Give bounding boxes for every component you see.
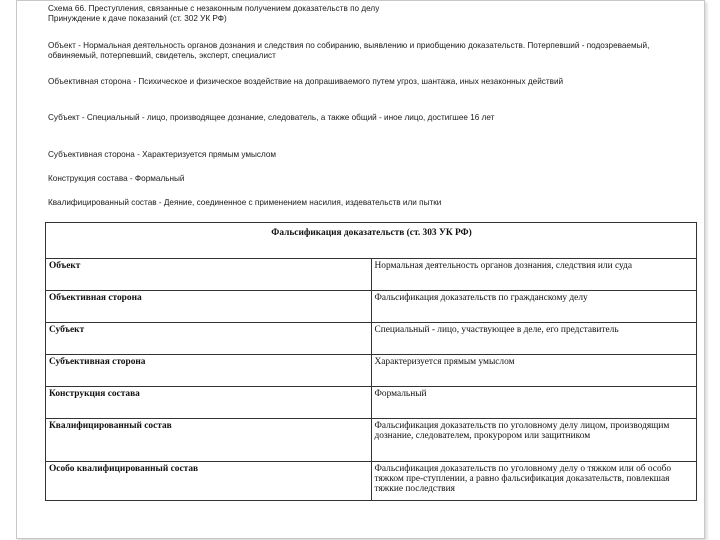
table-row [46,387,697,419]
row-label: Субъект [46,323,372,355]
paragraph-objective-side: Объективная сторона - Психическое и физическое воздействие на допрашиваемого путем угроз, шантажа, иных незаконных действий [48,77,564,86]
row-value: Специальный - лицо, участвующее в деле, его представитель [371,323,697,355]
table-row [46,291,697,323]
paragraph-composition: Конструкция состава - Формальный [48,174,185,183]
paragraph-qualified: Квалифицированный состав - Деяние, соединенное с применением насилия, издевательств или пытки [48,198,442,207]
row-value: Характеризуется прямым умыслом [371,355,697,387]
row-label: Объект [46,259,372,291]
row-label: Особо квалифицированный состав [46,462,372,501]
paragraph-subject: Субъект - Специальный - лицо, производящее дознание, следователь, а также общий - иное лицо, достигшее 16 лет [48,113,495,122]
row-value: Нормальная деятельность органов дознания, следствия или суда [371,259,697,291]
falsification-table [45,222,697,501]
table-row [46,419,697,462]
paragraph-object: Объект - Нормальная деятельность органов дознания и следствия по собиранию, выявлению и приобщению доказательств. Потерпевший - подозреваемый, обвиняемый, потерпевший, свидетель, эксперт, специалист [48,41,650,60]
scheme-title: Схема 66. Преступления, связанные с незаконным получением доказательств по делу [48,4,380,13]
row-label: Квалифицированный состав [46,419,372,462]
table-title-row [46,223,697,259]
table-row [46,323,697,355]
table-title: Фальсификация доказательств (ст. 303 УК РФ) [46,223,697,259]
scheme-header [48,4,688,24]
table-row [46,259,697,291]
row-label: Конструкция состава [46,387,372,419]
row-value: Фальсификация доказательств по уголовному делу лицом, производящим дознание, следователем, прокурором или защитником [371,419,697,462]
row-value: Фальсификация доказательств по гражданскому делу [371,291,697,323]
row-value: Фальсификация доказательств по уголовному делу о тяжком или об особо тяжком пре-ступлении, а равно фальсификация доказательств, повлекшая тяжкие последствия [371,462,697,501]
scheme-subtitle: Принуждение к даче показаний (ст. 302 УК РФ) [48,14,227,23]
paragraph-subjective-side: Субъективная сторона - Характеризуется прямым умыслом [48,150,277,159]
table-row [46,462,697,501]
row-label: Объективная сторона [46,291,372,323]
row-value: Формальный [371,387,697,419]
row-label: Субъективная сторона [46,355,372,387]
table-row [46,355,697,387]
